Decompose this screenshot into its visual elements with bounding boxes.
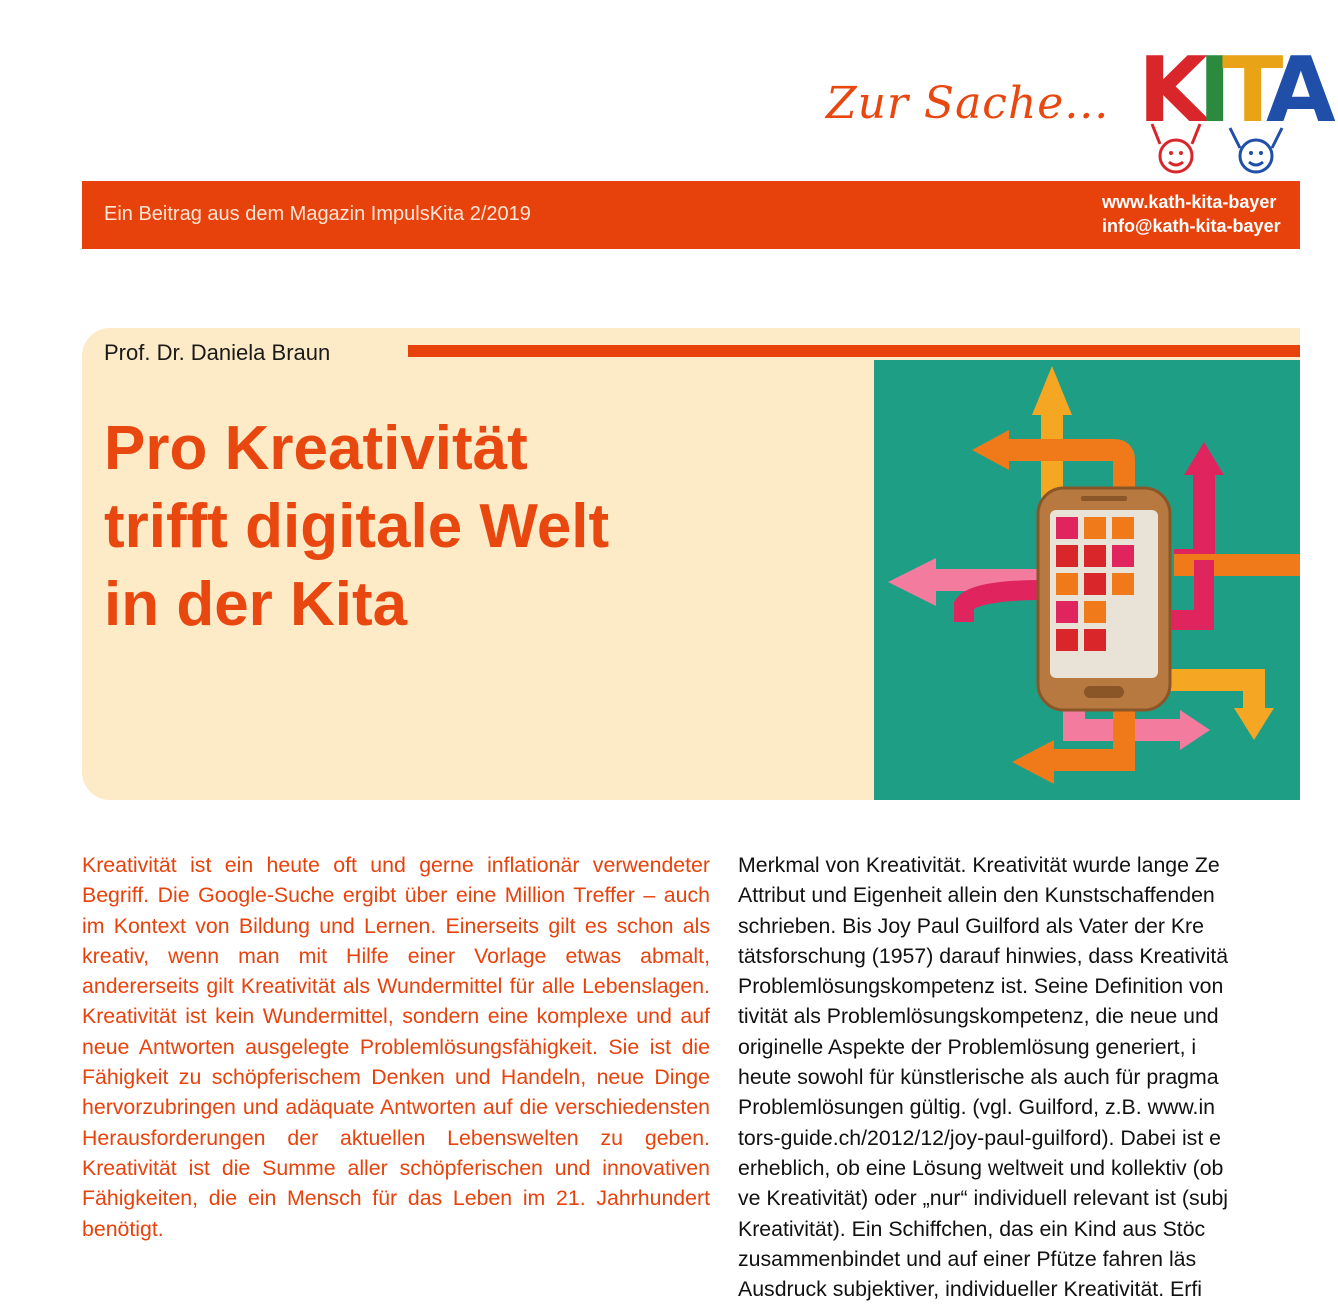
text-line: Merkmal von Kreativität. Kreativität wurde lange Ze [738, 853, 1220, 877]
text-line: originelle Aspekte der Problemlösung generiert, i [738, 1034, 1197, 1059]
text-line: tors-guide.ch/2012/12/joy-paul-guilford). Dabei ist e [738, 1125, 1221, 1150]
text-line: Problemlösungen gültig. (vgl. Guilford, z.B. www.in [738, 1095, 1216, 1120]
text-line: ve Kreativität) oder „nur“ individuell relevant ist (subj [738, 1186, 1229, 1211]
email-link[interactable]: info@kath-kita-bayer [1102, 216, 1281, 236]
logo-letter-t: T [1222, 38, 1284, 143]
body-column-right [738, 850, 1338, 1304]
text-line: schrieben. Bis Joy Paul Guilford als Vater der Kre [738, 913, 1204, 938]
text-line: heute sowohl für künstlerische als auch für pragma [738, 1065, 1219, 1090]
tagline: Zur Sache... [826, 78, 1110, 129]
text-line: Kreativität). Ein Schiffchen, das ein Kind aus Stöc [738, 1216, 1206, 1241]
magazine-bar [82, 181, 1300, 249]
text-line: Attribut und Eigenheit allein den Kunstschaffenden [738, 883, 1215, 908]
text-line: Ausdruck subjektiver, individueller Kreativität. Erfi [738, 1277, 1202, 1302]
smartphone-arrows-illustration [874, 360, 1300, 800]
magazine-note: Ein Beitrag aus dem Magazin ImpulsKita 2/2019 [104, 203, 531, 225]
author-name: Prof. Dr. Daniela Braun [104, 340, 331, 365]
text-line: tätsforschung (1957) darauf hinwies, dass Kreativitä [738, 943, 1229, 968]
text-line: tivität als Problemlösungskompetenz, die neue und [738, 1004, 1219, 1029]
website-link[interactable]: www.kath-kita-bayer [1102, 192, 1277, 212]
title-line: trifft digitale Welt [104, 492, 610, 561]
contact-block [1102, 190, 1281, 238]
author-rule [408, 345, 1300, 357]
body-column-left: Kreativität ist ein heute oft und gerne inflationär verwendeter Begriff. Die Google-Suche ergibt über eine Million Treffer – auch im Kontext von Bildung und Lernen. Einerseits gilt es schon als kreativ, wenn man mit Hilfe einer Vorlage etwas abmalt, andererseits gilt Kreativität als Wundermittel für alle Lebenslagen. Kreativität ist kein Wundermittel, sondern eine komplexe und auf neue Antworten ausgelegte Problemlösungsfähigkeit. Sie ist die Fähigkeit zu schöpferischem Denken und Handeln, neue Dinge hervorzubringen und adäquate Antworten auf die verschiedensten Herausforderungen der aktuellen Lebenswelten zu geben. Kreativität ist die Summe aller schöpferischen und innovativen Fähigkeiten, die ein Mensch für das Leben im 21. Jahrhundert benötigt. [82, 853, 710, 1241]
title-line: Pro Kreativität [104, 414, 528, 483]
hero-illustration [874, 360, 1300, 800]
kita-logo [1138, 38, 1336, 186]
title-line: in der Kita [104, 570, 408, 639]
logo-children-icon [1138, 122, 1300, 186]
text-line: erheblich, ob eine Lösung weltweit und kollektiv (ob [738, 1155, 1224, 1180]
logo-letter-a: A [1266, 38, 1336, 143]
text-line: Problemlösungskompetenz ist. Seine Definition von [738, 974, 1224, 999]
logo-letter-k: K [1138, 38, 1208, 143]
text-line: zusammenbindet und auf einer Pfütze fahren läs [738, 1246, 1197, 1271]
logo-letter-i: I [1198, 38, 1232, 143]
article-title [104, 410, 844, 644]
